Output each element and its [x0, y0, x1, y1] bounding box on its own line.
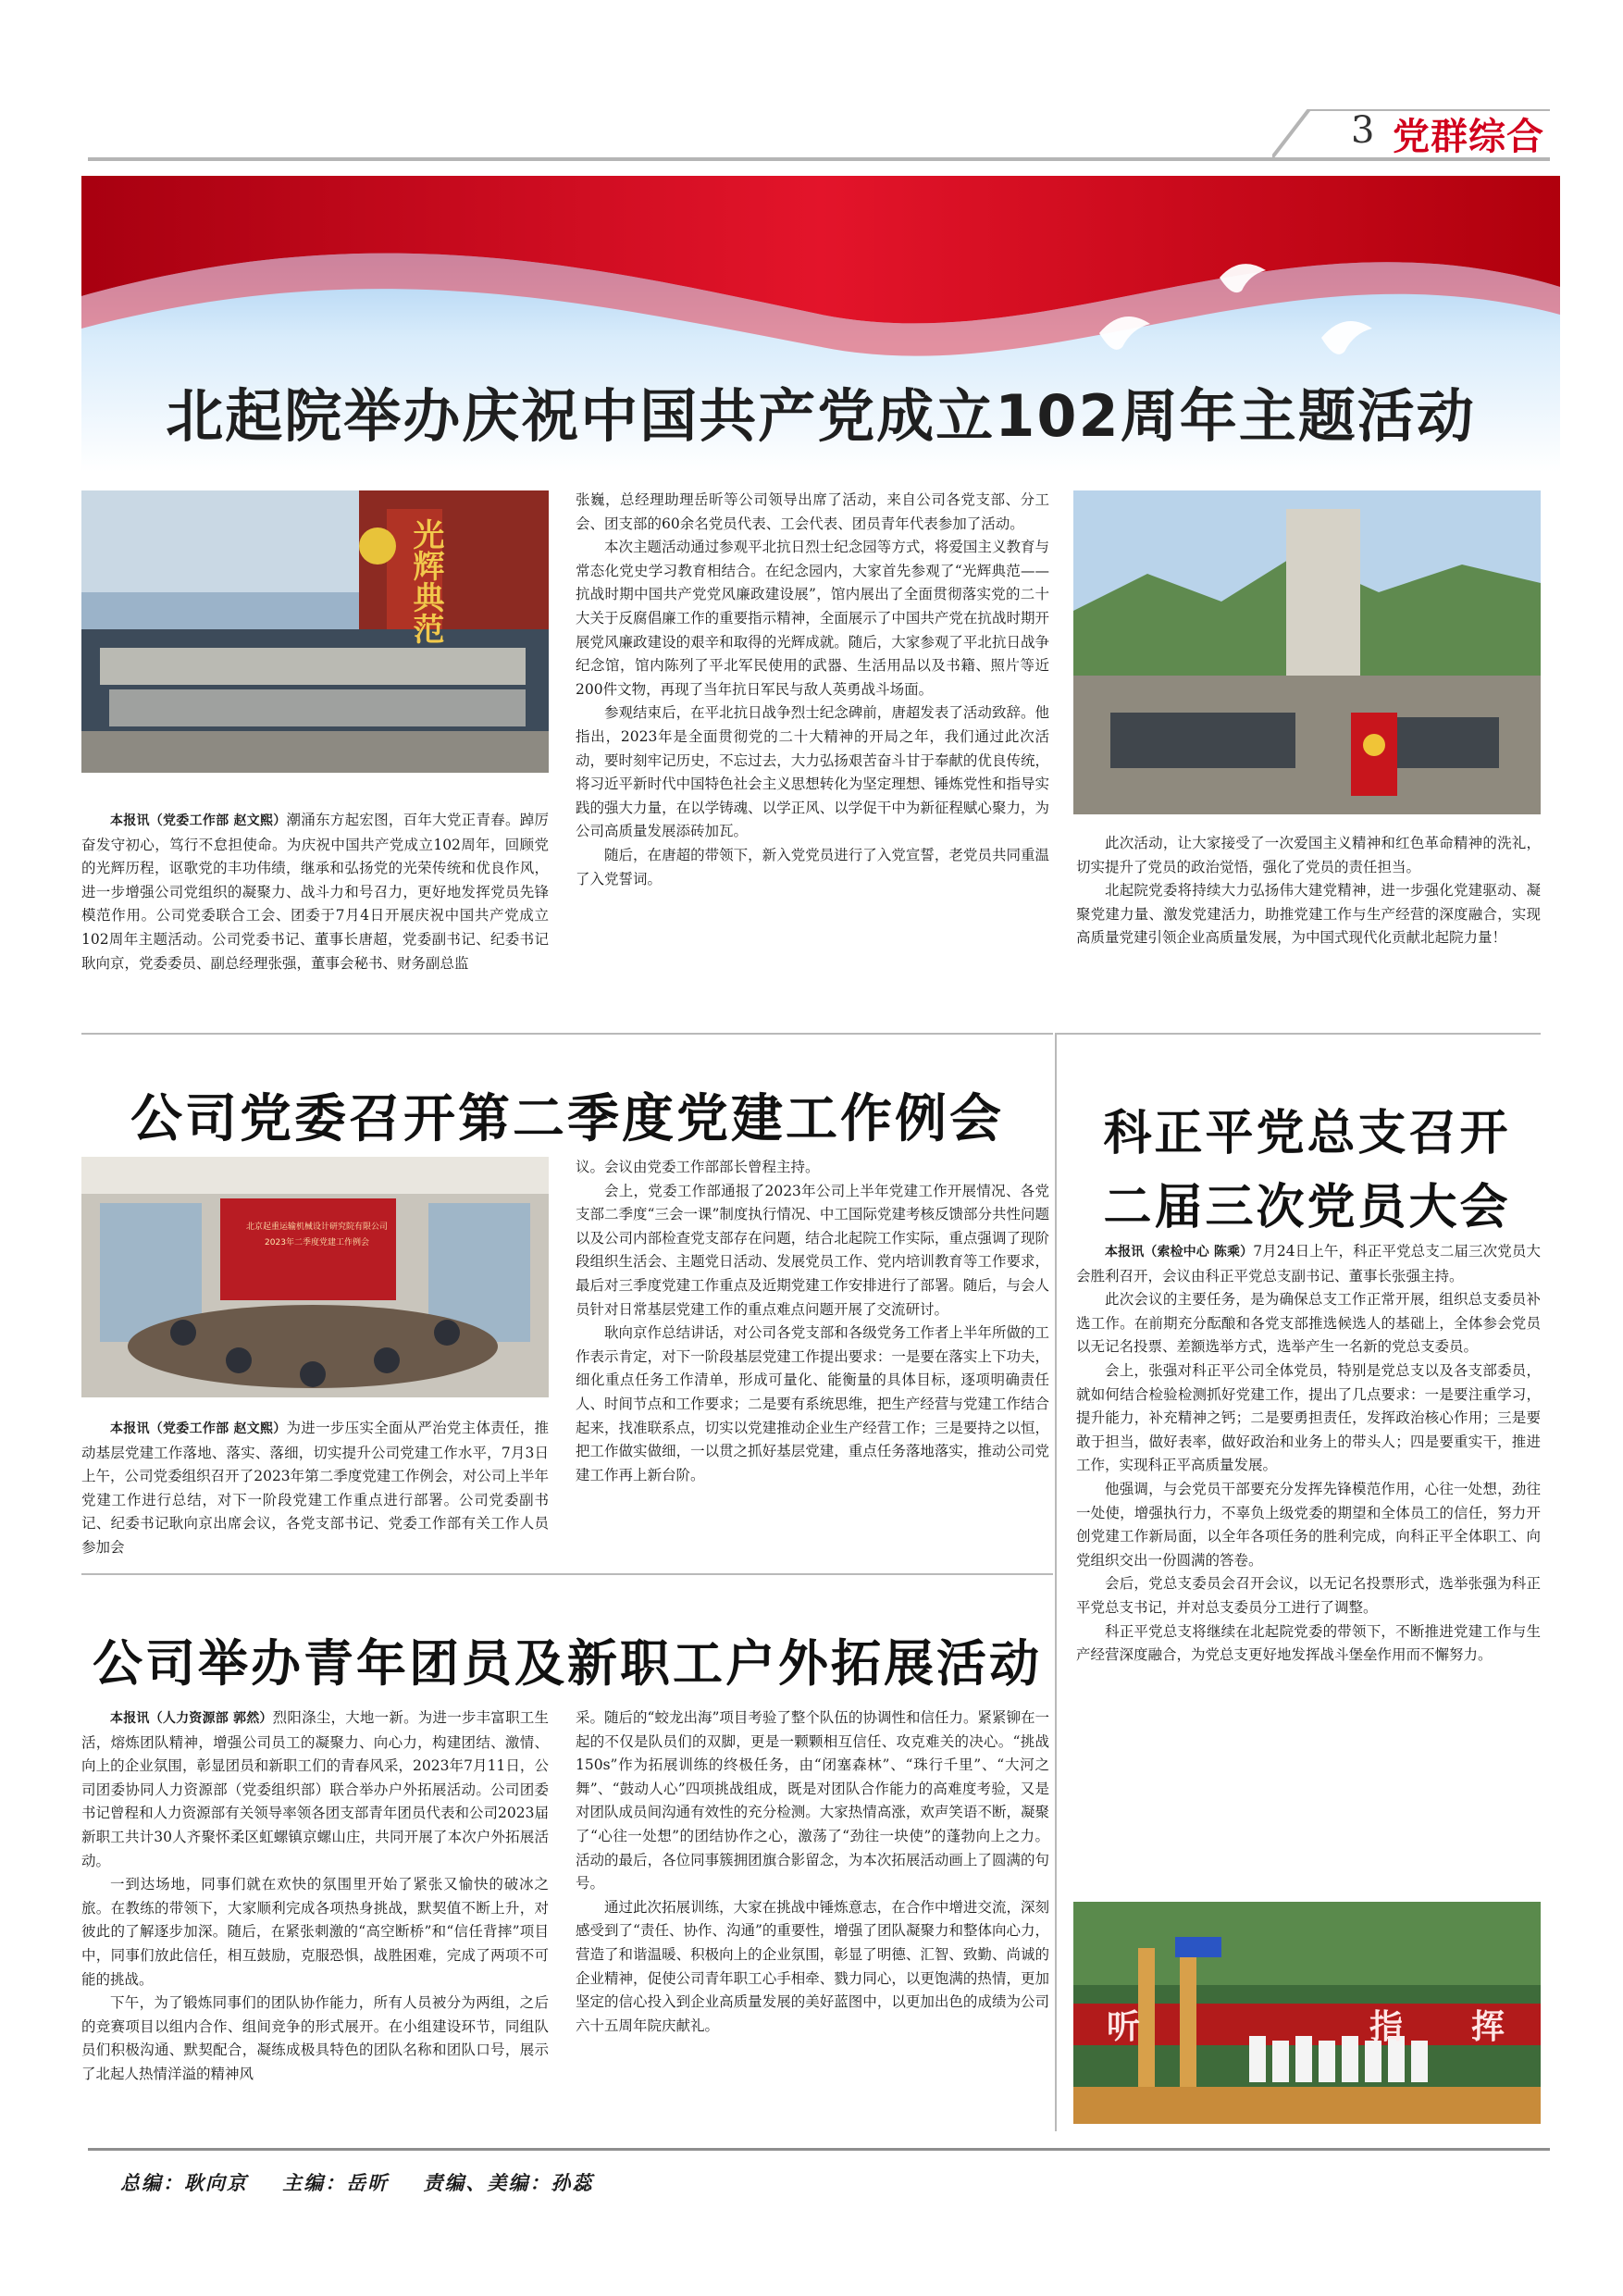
photo-banner-char: 挥	[1471, 2008, 1505, 2046]
section-title: 党群综合	[1393, 116, 1544, 158]
monument-ceremony-photo	[1073, 490, 1541, 814]
article3-headline-line2: 二届三次党员大会	[1103, 1180, 1511, 1235]
article3-para: 会后，党总支委员会召开会议，以无记名投票形式，选举张强为科正平党总支书记，并对总支委员分工进行了调整。	[1076, 1575, 1541, 1616]
article2-column-1	[81, 1417, 549, 1560]
section-divider	[1055, 1033, 1541, 1035]
page-number: 3	[1351, 109, 1375, 152]
article2-col1-text: 为进一步压实全面从严治党主体责任，推动基层党建工作落地、落实、落细，切实提升公司党建工作水平，7月3日上午，公司党委组织召开了2023年第二季度党建工作例会，对公司上半年党建工作进行总结，对下一阶段党建工作重点进行部署。公司党委副书记、纪委书记耿向京出席会议，各党支部书记、党委工作部有关工作人员参加会	[81, 1420, 549, 1556]
article3-para: 此次会议的主要任务，是为确保总支工作正常开展，组织总支委员补选工作。在前期充分酝酿和各党支部推选候选人的基础上，全体参会党员以无记名投票、差额选举方式，选举产生一名新的党总支委员。	[1076, 1291, 1541, 1356]
article1-headline: 北起院举办庆祝中国共产党成立102周年主题活动	[166, 382, 1476, 450]
article1-byline: 本报讯（党委工作部 赵文熙）	[110, 813, 287, 828]
photo-banner-char: 听	[1107, 2008, 1141, 2046]
column-divider	[1055, 1035, 1057, 2131]
group-photo-memorial-hall	[81, 490, 549, 773]
article4-para: 采。随后的“蛟龙出海”项目考验了整个队伍的协调性和信任力。紧紧铆在一起的不仅是队员们的双脚，更是一颗颗相互信任、攻克难关的决心。“挑战150s”作为拓展训练的终极任务，由“闭塞森林”、“珠行千里”、“大河之舞”、“鼓动人心”四项挑战组成，既是对团队合作能力的高难度考验，又是对团队成员间沟通有效性的充分检测。大家热情高涨，欢声笑语不断，凝聚了“心往一处想”的团结协作之心，激荡了“劲往一块使”的蓬勃向上之力。活动的最后，各位同事簇拥团旗合影留念，为本次拓展活动画上了圆满的句号。	[576, 1709, 1049, 1893]
article1-para: 随后，在唐超的带领下，新入党党员进行了入党宣誓，老党员共同重温了入党誓词。	[576, 846, 1049, 887]
screen-title-text: 北京起重运输机械设计研究院有限公司	[245, 1222, 388, 1232]
article3-byline: 本报讯（索检中心 陈乘）	[1105, 1245, 1254, 1260]
article3-body	[1076, 1240, 1541, 1668]
photo-sign-text: 光辉典范	[407, 518, 444, 644]
section-divider	[81, 1033, 1053, 1035]
article4-para: 通过此次拓展训练，大家在挑战中锤炼意志，在合作中增进交流，深刻感受到了“责任、协作、沟通”的重要性，增强了团队凝聚力和整体向心力，营造了和谐温暖、积极向上的企业氛围，彰显了明德、汇智、致勤、尚诚的企业精神，促使公司青年职工心手相牵、戮力同心，以更饱满的热情，更加坚定的信心投入到企业高质量发展的美好蓝图中，以更加出色的成绩为公司六十五周年院庆献礼。	[576, 1898, 1049, 2034]
article3-headline-line1: 科正平党总支召开	[1103, 1106, 1511, 1161]
article1-para: 本次主题活动通过参观平北抗日烈士纪念园等方式，将爱国主义教育与常态化党史学习教育相结合。在纪念园内，大家首先参观了“光辉典范——抗战时期中国共产党党风廉政建设展”，馆内展出了全面贯彻落实党的二十大关于反腐倡廉工作的重要指示精神，全面展示了中国共产党在抗战时期开展党风廉政建设的艰辛和取得的光辉成就。随后，大家参观了平北抗日战争纪念馆，馆内陈列了平北军民使用的武器、生活用品以及书籍、照片等近200件文物，再现了当年抗日军民与敌人英勇战斗场面。	[576, 539, 1049, 698]
editorial-credits: 总编：耿向京 主编：岳昕 责编、美编：孙蕊	[120, 2172, 594, 2194]
photo-banner-char: 指	[1369, 2008, 1404, 2046]
meeting-room-photo	[81, 1157, 549, 1397]
article1-column-3	[1076, 832, 1541, 950]
article1-column-2	[576, 489, 1049, 891]
article3-para: 科正平党总支将继续在北起院党委的带领下，不断推进党建工作与生产经营深度融合，为党总支更好地发挥战斗堡垒作用而不懈努力。	[1076, 1622, 1541, 1664]
article4-col1-text: 烈阳涤尘，大地一新。为进一步丰富职工生活，熔炼团队精神，增强公司员工的凝聚力、向心力，构建团结、激情、向上的企业氛围，彰显团员和新职工们的青春风采，2023年7月11日，公司团委协同人力资源部（党委组织部）联合举办户外拓展活动。公司团委书记曾程和人力资源部有关领导率领各团支部青年团员代表和公司2023届新职工共计30人齐聚怀柔区虹螺镇京螺山庄，共同开展了本次户外拓展活动。	[81, 1709, 549, 1869]
article2-headline: 公司党委召开第二季度党建工作例会	[130, 1089, 1004, 1149]
article4-byline: 本报讯（人力资源部 郭然）	[110, 1711, 273, 1726]
section-divider	[81, 1573, 1053, 1575]
article4-column-1	[81, 1706, 549, 2087]
article2-column-2	[576, 1156, 1049, 1487]
article2-para: 耿向京作总结讲话，对公司各党支部和各级党务工作者上半年所做的工作表示肯定，对下一阶段基层党建工作提出要求：一是要在落实上下功夫，细化重点任务工作清单，形成可量化、能衡量的具体目标，逐项明确责任人、时间节点和工作要求；二是要有系统思维，把生产经营与党建工作结合起来，找准联系点，切实以党建推动企业生产经营工作；三是要持之以恒，把工作做实做细，一以贯之抓好基层党建，重点任务落地落实，推动公司党建工作再上新台阶。	[576, 1324, 1049, 1483]
article1-para: 参观结束后，在平北抗日战争烈士纪念碑前，唐超发表了活动致辞。他指出，2023年是全面贯彻党的二十大精神的开局之年，我们通过此次活动，要时刻牢记历史，不忘过去，大力弘扬艰苦奋斗甘于奉献的优良传统，将习近平新时代中国特色社会主义思想转化为坚定理想、锤炼党性和指导实践的强大力量，在以学铸魂、以学正风、以学促干中为新征程赋心聚力，为公司高质量发展添砖加瓦。	[576, 704, 1049, 840]
article4-para: 下午，为了锻炼同事们的团队协作能力，所有人员被分为两组，之后的竞赛项目以组内合作、组间竞争的形式展开。在小组建设环节，同组队员们积极沟通、默契配合，凝练成极具特色的团队名称和团队口号，展示了北起人热情洋溢的精神风	[81, 1994, 549, 2082]
article4-headline: 公司举办青年团员及新职工户外拓展活动	[93, 1634, 1042, 1693]
article4-para: 一到达场地，同事们就在欢快的氛围里开始了紧张又愉快的破冰之旅。在教练的带领下，大家顺利完成各项热身挑战，默契值不断上升，对彼此的了解逐步加深。随后，在紧张刺激的“高空断桥”和“信任背摔”项目中，同事们放此信任，相互鼓励，克服恐惧，战胜困难，完成了两项不可能的挑战。	[81, 1876, 549, 1988]
article3-para: 他强调，与会党员干部要充分发挥先锋模范作用，心往一处想，劲往一处使，增强执行力，不辜负上级党委的期望和全体员工的信任，努力开创党建工作新局面，以全年各项任务的胜利完成，向科正平全体职工、向党组织交出一份圆满的答卷。	[1076, 1480, 1541, 1569]
article1-para: 北起院党委将持续大力弘扬伟大建党精神，进一步强化党建驱动、凝聚党建力量、激发党建活力，助推党建工作与生产经营的深度融合，实现高质量党建引领企业高质量发展，为中国式现代化贡献北起院力量！	[1076, 882, 1541, 947]
article1-column-1	[81, 809, 549, 975]
article2-para: 会上，党委工作部通报了2023年公司上半年党建工作开展情况、各党支部二季度“三会一课”制度执行情况、中工国际党建考核反馈部分共性问题以及公司内部检查党支部存在问题，结合北起院工作实际，重点强调了现阶段组织生活会、主题党日活动、发展党员工作、党内培训教育等工作要求，最后对三季度党建工作重点及近期党建工作安排进行了部署。随后，与会人员针对日常基层党建工作的重点难点问题开展了交流研讨。	[576, 1182, 1049, 1318]
footer-rule	[88, 2148, 1550, 2151]
article1-para: 此次活动，让大家接受了一次爱国主义精神和红色革命精神的洗礼，切实提升了党员的政治觉悟，强化了党员的责任担当。	[1076, 835, 1541, 875]
screen-subtitle-text: 2023年二季度党建工作例会	[265, 1238, 369, 1247]
article2-para: 议。会议由党委工作部部长曾程主持。	[576, 1159, 820, 1175]
article2-byline: 本报讯（党委工作部 赵文熙）	[110, 1421, 287, 1436]
article3-para: 会上，张强对科正平公司全体党员，特别是党总支以及各支部委员，就如何结合检验检测抓好党建工作，提出了几点要求：一是要注重学习，提升能力，补充精神之钙；二是要勇担责任，发挥政治核心作用；三是要敢于担当，做好表率，做好政治和业务上的带头人；四是要重实干，推进工作，实现科正平高质量发展。	[1076, 1361, 1541, 1474]
article4-column-2	[576, 1706, 1049, 2038]
article3-lead-text: 7月24日上午，科正平党总支二届三次党员大会胜利召开，会议由科正平党总支副书记、董事长张强主持。	[1076, 1243, 1542, 1285]
header-rule	[88, 157, 1550, 161]
article1-para: 张巍，总经理助理岳昕等公司领导出席了活动，来自公司各党支部、分工会、团支部的60余名党员代表、工会代表、团员青年代表参加了活动。	[576, 491, 1049, 532]
article1-col1-text: 潮涌东方起宏图，百年大党正青春。踔厉奋发守初心，笃行不怠担使命。为庆祝中国共产党成立102周年，回顾党的光辉历程，讴歌党的丰功伟绩，继承和弘扬党的光荣传统和优良作风，进一步增强公司党组织的凝聚力、战斗力和号召力，更好地发挥党员先锋模范作用。公司党委联合工会、团委于7月4日开展庆祝中国共产党成立102周年主题活动。公司党委书记、董事长唐超，党委副书记、纪委书记耿向京，党委委员、副总经理张强，董事会秘书、财务副总监	[81, 812, 549, 972]
